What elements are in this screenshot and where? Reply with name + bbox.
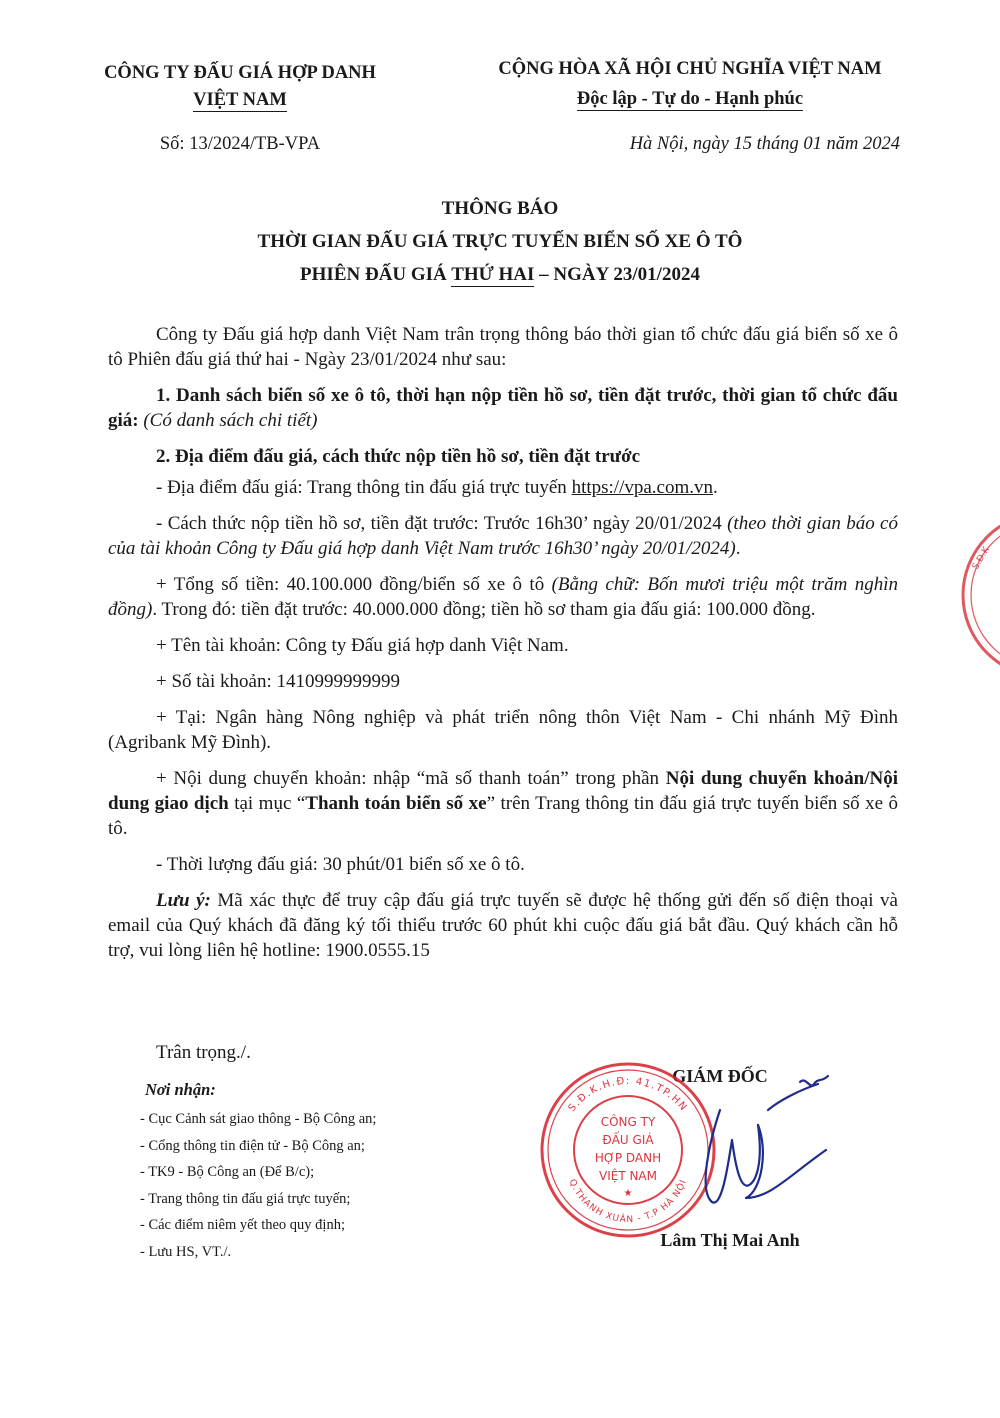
edge-seal-stamp (955, 510, 1000, 680)
national-motto: Độc lập - Tự do - Hạnh phúc (576, 89, 804, 109)
svg-text:★: ★ (623, 1188, 633, 1199)
svg-text:HỢP DANH: HỢP DANH (594, 1151, 662, 1165)
svg-text:Q.THANH XUÂN - T.P HÀ NỘI: Q.THANH XUÂN - T.P HÀ NỘI (566, 1177, 690, 1226)
recipients-list (140, 1106, 376, 1265)
handwritten-signature (650, 1070, 840, 1220)
recipients-title: Nơi nhận: (145, 1080, 216, 1099)
svg-text:ĐẤU GIÁ: ĐẤU GIÁ (602, 1133, 654, 1147)
signer-name: Lâm Thị Mai Anh (660, 1230, 800, 1250)
recipient-item: - TK9 - Bộ Công an (Để B/c); (140, 1164, 315, 1180)
document-date: Hà Nội, ngày 15 tháng 01 năm 2024 (629, 134, 900, 154)
closing-phrase: Trân trọng./. (156, 1042, 251, 1063)
section-1: 1. Danh sách biển số xe ô tô, thời hạn nộp tiền hồ sơ, tiền đặt trước, thời gian tổ chức đấu giá: (Có danh sách chi tiết) (108, 385, 898, 431)
auction-location: - Địa điểm đấu giá: Trang thông tin đấu giá trực tuyến https://vpa.com.vn. (156, 477, 718, 498)
recipient-item: - Cổng thông tin điện tử - Bộ Công an; (140, 1137, 365, 1154)
account-number: + Số tài khoản: 1410999999999 (156, 671, 400, 692)
section-2-heading: 2. Địa điểm đấu giá, cách thức nộp tiền hồ sơ, tiền đặt trước (156, 446, 641, 467)
bank-info: + Tại: Ngân hàng Nông nghiệp và phát triển nông thôn Việt Nam - Chi nhánh Mỹ Đình (Agribank Mỹ Đình). (108, 707, 898, 753)
recipient-item: - Lưu HS, VT./. (140, 1243, 232, 1260)
national-header (440, 54, 940, 114)
transfer-content: + Nội dung chuyển khoản: nhập “mã số thanh toán” trong phần Nội dung chuyển khoản/Nội dung giao dịch tại mục “Thanh toán biển số xe” trên Trang thông tin đấu giá trực tuyến biển số xe ô tô. (108, 768, 899, 839)
auction-site-link[interactable]: https://vpa.com.vn (571, 477, 713, 498)
payment-method: - Cách thức nộp tiền hồ sơ, tiền đặt trước: Trước 16h30’ ngày 20/01/2024 (theo thời gian báo có của tài khoản Công ty Đấu giá hợp danh Việt Nam trước 16h30’ ngày 20/01/2024). (108, 513, 898, 559)
recipient-item: - Các điểm niêm yết theo quy định; (140, 1217, 345, 1233)
title-line-2: THỜI GIAN ĐẤU GIÁ TRỰC TUYẾN BIỂN SỐ XE Ô TÔ (257, 231, 743, 252)
document-number: Số: 13/2024/TB-VPA (159, 134, 321, 154)
title-line-3: PHIÊN ĐẤU GIÁ THỨ HAI – NGÀY 23/01/2024 (300, 264, 700, 285)
svg-text:VIỆT NAM: VIỆT NAM (598, 1169, 658, 1183)
country-name: CỘNG HÒA XÃ HỘI CHỦ NGHĨA VIỆT NAM (498, 59, 882, 79)
auction-duration: - Thời lượng đấu giá: 30 phút/01 biển số xe ô tô. (156, 854, 525, 875)
note-paragraph: Lưu ý: Mã xác thực để truy cập đấu giá trực tuyến sẽ được hệ thống gửi đến số điện thoại và email của Quý khách đã đăng ký tối thiểu trước 60 phút khi cuộc đấu giá bắt đầu. Quý khách cần hỗ trợ, vui lòng liên hệ hotline: 1900.0555.15 (108, 890, 898, 961)
document-body (108, 322, 898, 974)
recipient-item: - Cục Cảnh sát giao thông - Bộ Công an; (140, 1111, 377, 1127)
recipient-item: - Trang thông tin đấu giá trực tuyến; (140, 1190, 351, 1207)
svg-text:S.Đ.K: S.Đ.K (970, 545, 992, 572)
org-name-line2: VIỆT NAM (193, 90, 287, 110)
svg-text:S.Đ.K.H.Đ: 41.TP.HN: S.Đ.K.H.Đ: 41.TP.HN (566, 1075, 690, 1115)
title-line-1: THÔNG BÁO (441, 198, 559, 219)
organization-header (60, 60, 420, 114)
total-amount: + Tổng số tiền: 40.100.000 đồng/biển số xe ô tô (Bằng chữ: Bốn mươi triệu một trăm nghìn đồng). Trong đó: tiền đặt trước: 40.000.000 đồng; tiền hồ sơ tham gia đấu giá: 100.000 đồng. (108, 574, 898, 620)
intro-paragraph: Công ty Đấu giá hợp danh Việt Nam trân trọng thông báo thời gian tổ chức đấu giá biển số xe ô tô Phiên đấu giá thứ hai - Ngày 23/01/2024 như sau: (108, 324, 898, 370)
document-title (60, 192, 940, 291)
signer-role: GIÁM ĐỐC (672, 1066, 768, 1086)
svg-text:CÔNG TY: CÔNG TY (600, 1115, 656, 1129)
org-name-line1: CÔNG TY ĐẤU GIÁ HỢP DANH (104, 63, 376, 83)
account-name: + Tên tài khoản: Công ty Đấu giá hợp danh Việt Nam. (156, 635, 569, 656)
